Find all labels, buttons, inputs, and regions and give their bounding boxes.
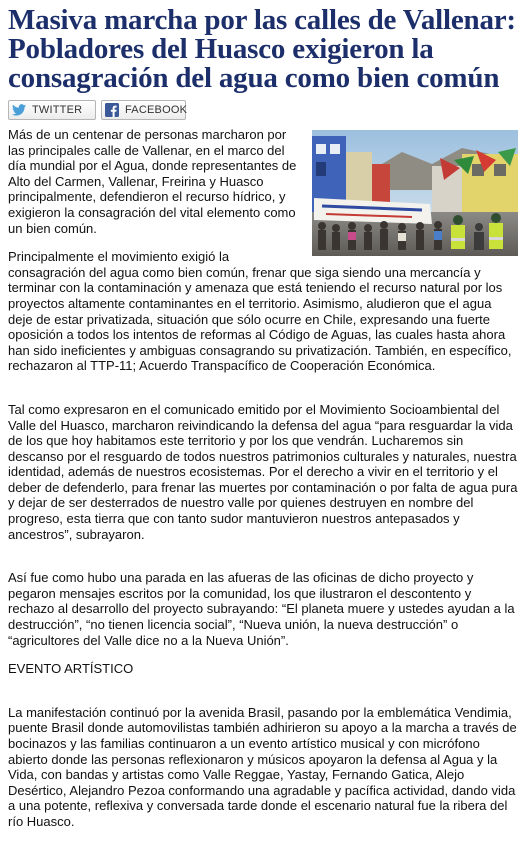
- paragraph-spacer: [8, 542, 518, 570]
- paragraph-statement: Tal como expresaron en el comunicado emitido por el Movimiento Socioambiental del Valle del Huasco, marcharon reivindicando la defensa del agua “para resguardar la vida de los que hoy habitamos este territorio y por los que vendrán. Lucharemos sin descanso por el resguardo de todos nuestros patrimonios culturales y naturales, nuestra identidad, además de nuestros ecosistemas. Por el derecho a vivir en el territorio y el deber de defenderlo, para frenar las muertes por contaminación o por falta de agua pura y dejar de ser desterrados de nuestro valle por quienes destruyen en nombre del progreso, esta tierra que con tanto sudor mantuvieron nuestros antepasados y ancestros”, subrayaron.: [8, 401, 518, 542]
- facebook-label: FACEBOOK: [125, 104, 188, 116]
- twitter-bird-icon: [12, 103, 26, 117]
- march-photo-illustration: [312, 130, 518, 256]
- facebook-f-icon: [105, 103, 119, 117]
- twitter-share-button[interactable]: [8, 100, 96, 120]
- article-title: Masiva marcha por las calles de Vallenar: Pobladores del Huasco exigieron la consagración del agua como bien común: [8, 4, 516, 94]
- article-body: [8, 127, 518, 830]
- paragraph-protest-stop: Así fue como hubo una parada en las afueras de las oficinas de dicho proyecto y pegaron mensajes escritos por la comunidad, los que ilustraron el descontento y rechazo al desarrollo del proyecto subrayando: “El planeta muere y ustedes ayudan a la destrucción”, “no tienen licencia social”, “Nueva unión, la nueva destrucción” o “agricultores del Valle dice no a la Nueva Unión”.: [8, 570, 515, 648]
- paragraph-intro: Más de un centenar de personas marcharon por las principales calle de Vallenar, en el marco del día mundial por el Agua, donde representantes de Alto del Carmen, Vallenar, Freirina y Huasco principalmente, defendieron el recurso hídrico, y exigieron la consagración del vital elemento como un bien común.: [8, 127, 297, 236]
- twitter-label: TWITTER: [32, 104, 83, 116]
- section-heading-evento: EVENTO ARTÍSTICO: [8, 661, 134, 677]
- share-bar: [8, 100, 528, 120]
- paragraph-demands: Principalmente el movimiento exigió la consagración del agua como bien común, frenar que siga siendo una mercancía y terminar con la contaminación y amenaza que está teniendo el recurso natural por los proyectos altamente contaminantes en el territorio. Asimismo, aludieron que el agua deje de estar privatizada, situación que sólo ocurre en Chile, expresando una fuerte oposición a todos los intentos de reformas al Código de Aguas, las cuales hasta ahora han sido ineficientes y ambiguas consagrando su privatización. También, en específico, rechazaron al TTP-11; Acuerdo Transpacífico de Cooperación Económica.: [8, 249, 512, 374]
- article-photo[interactable]: [312, 130, 518, 256]
- paragraph-spacer: [8, 374, 518, 402]
- paragraph-spacer: [8, 648, 518, 661]
- facebook-share-button[interactable]: [101, 100, 186, 120]
- paragraph-spacer: [8, 677, 518, 705]
- paragraph-artistic-event: La manifestación continuó por la avenida Brasil, pasando por la emblemática Vendimia, puente Brasil donde automovilistas también adhirieron su apoyo a la marcha a través de bocinazos y las familias continuaron a un evento artístico musical y con micrófono abierto donde las personas reflexionaron y músicos apoyaron la defensa al Agua y la Vida, con bandas y artistas como Valle Reggae, Yastay, Fernando Gatica, Alejo Desértico, Alejandro Pezoa conformando una agradable y pacífica actividad, dando vida a una potente, reflexiva y conversada tarde donde el escenario natural fue la ribera del río Huasco.: [8, 704, 517, 829]
